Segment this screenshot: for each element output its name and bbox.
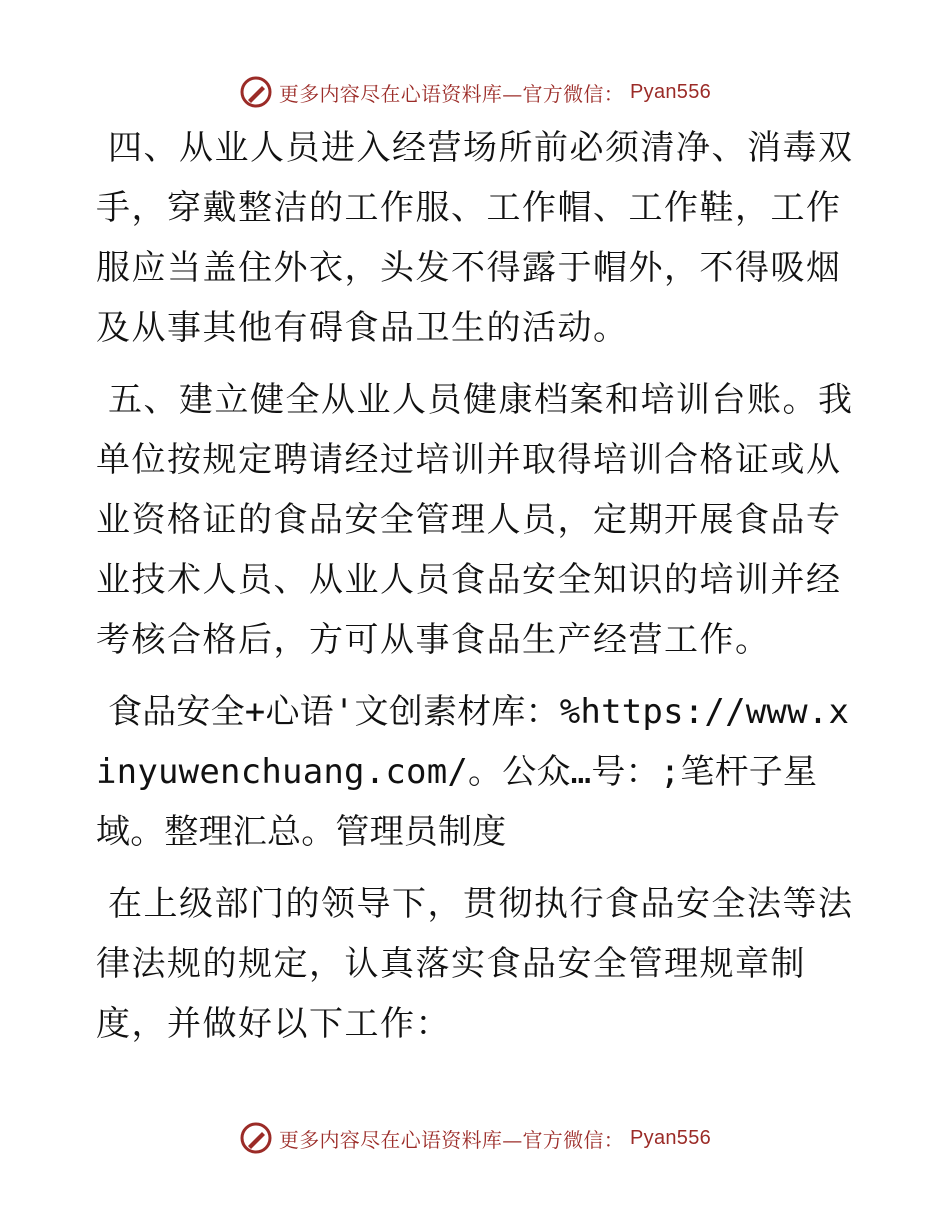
pen-circle-logo-icon xyxy=(239,75,273,109)
document-body xyxy=(96,118,856,1066)
paragraph-5: 五、建立健全从业人员健康档案和培训台账。我单位按规定聘请经过培训并取得培训合格证或从业资格证的食品安全管理人员，定期开展食品专业技术人员、从业人员食品安全知识的培训并经考核合格后，方可从事食品生产经营工作。 xyxy=(96,380,854,660)
watermark-text: 更多内容尽在心语资料库—官方微信： xyxy=(278,1127,625,1152)
watermark-brand: Pyan556 xyxy=(630,80,712,103)
watermark-text: 更多内容尽在心语资料库—官方微信： xyxy=(278,81,625,106)
pen-circle-logo-icon xyxy=(239,1121,273,1155)
paragraph-source-note: 食品安全+心语'文创素材库：%https://www.xinyuwenchuang.com/。公众…号：;笔杆子星域。整理汇总。管理员制度 xyxy=(96,692,850,852)
paragraph-admin-rules: 在上级部门的领导下，贯彻执行食品安全法等法律法规的规定，认真落实食品安全管理规章制度，并做好以下工作： xyxy=(96,884,854,1044)
footer-watermark xyxy=(0,1118,950,1158)
paragraph-4: 四、从业人员进入经营场所前必须清净、消毒双手，穿戴整洁的工作服、工作帽、工作鞋，工作服应当盖住外衣，头发不得露于帽外，不得吸烟及从事其他有碍食品卫生的活动。 xyxy=(96,128,854,348)
watermark-brand: Pyan556 xyxy=(630,1126,712,1149)
header-watermark xyxy=(0,72,950,112)
